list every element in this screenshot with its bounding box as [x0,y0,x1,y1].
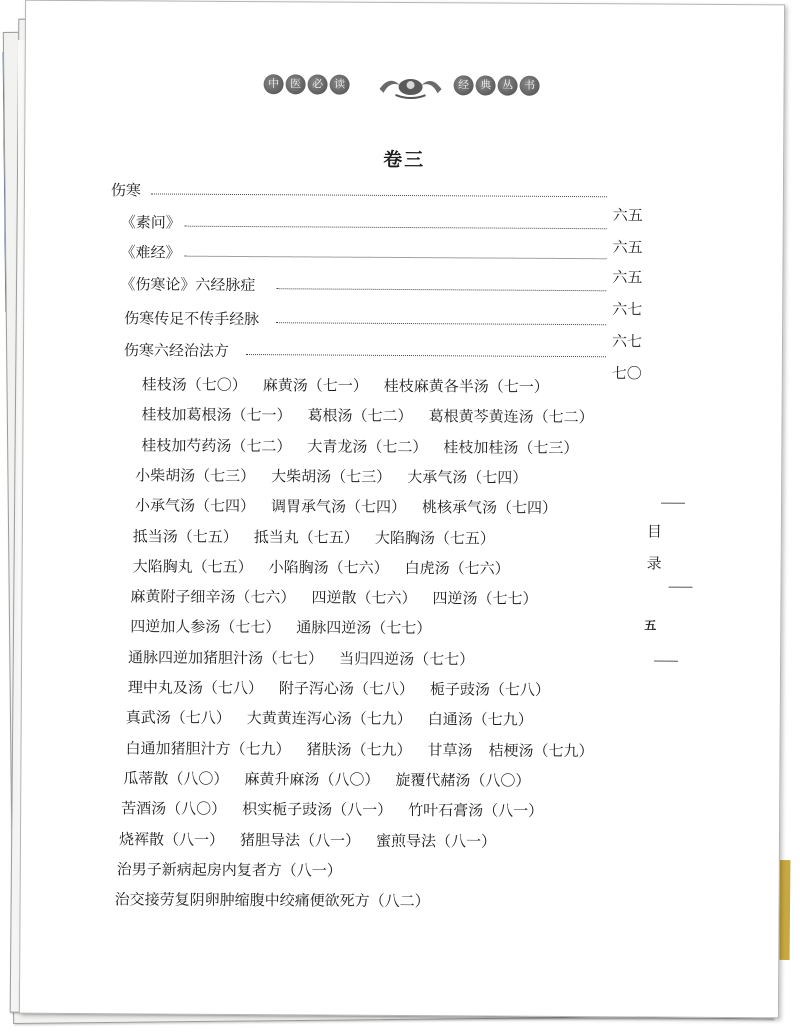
prescription-entry: 抵当汤（七五） [132,526,238,546]
entry-line [125,737,609,761]
prescription-entry: 竹叶石膏汤（八一） [408,801,544,821]
prescription-entry: 小陷胸汤（七六） [268,557,389,577]
prescription-entry: 瓜蒂散（八〇） [123,769,229,788]
prescription-entry: 桂枝加芍药汤（七二） [141,436,292,455]
entry-line [130,616,447,639]
side-rule [669,587,693,588]
header-seal: 经 [454,75,474,95]
entry-line [119,828,512,851]
entry-line [115,888,446,911]
prescription-entry: 麻黄升麻汤（八〇） [244,769,380,789]
side-nav-char: 目 [646,522,662,541]
entry-line [128,676,566,700]
toc-page-number: 六七 [611,332,643,351]
prescription-entry: 枳实栀子豉汤（八一） [242,800,393,820]
dot-leader [185,256,607,260]
prescription-entry: 葛根汤（七二） [307,406,413,426]
header-seal: 医 [286,74,306,94]
prescription-entry: 麻黄汤（七一） [262,376,368,395]
prescription-entry: 大青龙汤（七二） [307,437,428,456]
prescription-entry: 桃核承气汤（七四） [421,498,558,518]
prescription-entry: 抵当丸（七五） [253,527,359,547]
header-seal: 中 [264,74,284,94]
prescription-entry: 桂枝麻黄各半汤（七一） [383,376,549,396]
prescription-entry: 旋覆代赭汤（八〇） [395,770,531,790]
side-nav-char: 录 [646,554,662,573]
prescription-entry: 大陷胸汤（七五） [374,528,495,548]
prescription-entry: 蜜煎导法（八一） [375,831,497,851]
header-seal: 书 [520,76,540,96]
entry-line [133,555,526,578]
side-rule [654,661,678,662]
prescription-entry: 桂枝加葛根汤（七一） [141,405,292,425]
toc-label: 《素问》 [120,213,181,232]
prescription-entry: 麻黄附子细辛汤（七六） [130,587,296,607]
entry-line [117,858,358,880]
prescription-entry: 白通加猪胆汁方（七九） [125,738,291,758]
prescription-entry: 小承气汤（七四） [134,496,256,516]
toc-page-number: 六五 [612,238,643,257]
prescription-entry: 猪肤汤（七九） [306,740,412,759]
prescription-entry: 治男子新病起房内复者方（八一） [116,860,342,880]
side-page-number: 五 [644,618,657,633]
header-seal: 丛 [498,76,518,96]
prescription-entry: 葛根黄芩黄连汤（七二） [428,407,594,427]
prescription-entry: 大承气汤（七四） [407,467,528,487]
prescription-entry: 桂枝汤（七〇） [141,375,247,395]
entry-line [121,797,559,821]
prescription-entry: 小柴胡汤（七三） [135,466,256,485]
series-header [255,68,545,104]
dot-leader [276,322,606,325]
side-rule [661,503,685,504]
prescription-entry: 白通汤（七九） [427,710,533,730]
toc-label: 《伤寒论》六经脉症 [120,275,256,295]
prescription-entry: 通脉四逆加猪胆汁汤（七七） [128,648,324,668]
dot-leader [276,288,606,291]
header-seal: 读 [330,75,350,95]
prescription-entry: 四逆散（七六） [311,588,417,608]
toc-label: 伤寒六经治法方 [123,341,230,360]
entry-line [128,646,490,669]
toc-page-number: 六五 [612,206,643,225]
prescription-entry: 附子泻心汤（七八） [278,679,414,699]
dot-leader [185,226,607,230]
prescription-entry: 大柴胡汤（七三） [271,467,392,486]
prescription-entry: 理中丸及汤（七八） [127,678,263,698]
prescription-entry: 苦酒汤（八〇） [121,799,227,819]
entry-line [142,373,565,397]
volume-title: 卷三 [383,148,426,172]
prescription-entry: 四逆加人参汤（七七） [130,617,281,637]
entry-line [123,767,546,791]
toc-page-number: 七〇 [611,364,642,383]
entry-line [141,434,594,458]
toc-page-number: 六七 [612,300,643,319]
prescription-entry: 四逆汤（七七） [432,589,538,608]
prescription-entry: 桂枝加桂汤（七三） [443,437,579,457]
prescription-entry: 烧裈散（八一） [118,829,225,849]
prescription-entry: 白虎汤（七六） [404,558,510,578]
toc-page [19,0,785,1018]
entry-line [135,464,543,487]
dot-leader [246,354,606,357]
dot-leader [151,193,607,197]
entry-line [142,404,610,428]
prescription-entry: 栀子豉汤（七八） [429,680,550,699]
prescription-entry: 当归四逆汤（七七） [339,649,475,669]
entry-line [133,525,511,548]
prescription-entry: 大黄黄连泻心汤（七九） [246,709,412,729]
entry-line [130,585,553,609]
prescription-entry: 调胃承气汤（七四） [270,497,407,517]
toc-page-number: 六五 [612,268,643,287]
header-seal: 必 [308,74,328,94]
ornament-icon [375,71,445,101]
toc-label: 《难经》 [120,243,181,262]
prescription-entry: 桔梗汤（七九） [488,741,594,760]
entry-line [126,707,549,731]
toc-label: 伤寒传足不传手经脉 [124,309,260,329]
prescription-entry: 大陷胸丸（七五） [132,557,253,576]
toc-label: 伤寒 [110,181,142,200]
prescription-entry: 真武汤（七八） [125,708,231,728]
prescription-entry: 甘草汤 [427,740,473,760]
prescription-entry: 猪胆导法（八一） [239,830,361,850]
prescription-entry: 治交接劳复阴卵肿缩腹中绞痛便欲死方（八二） [114,890,430,911]
prescription-entry: 通脉四逆汤（七七） [296,618,432,638]
entry-line [135,495,573,519]
header-seal: 典 [476,75,496,95]
